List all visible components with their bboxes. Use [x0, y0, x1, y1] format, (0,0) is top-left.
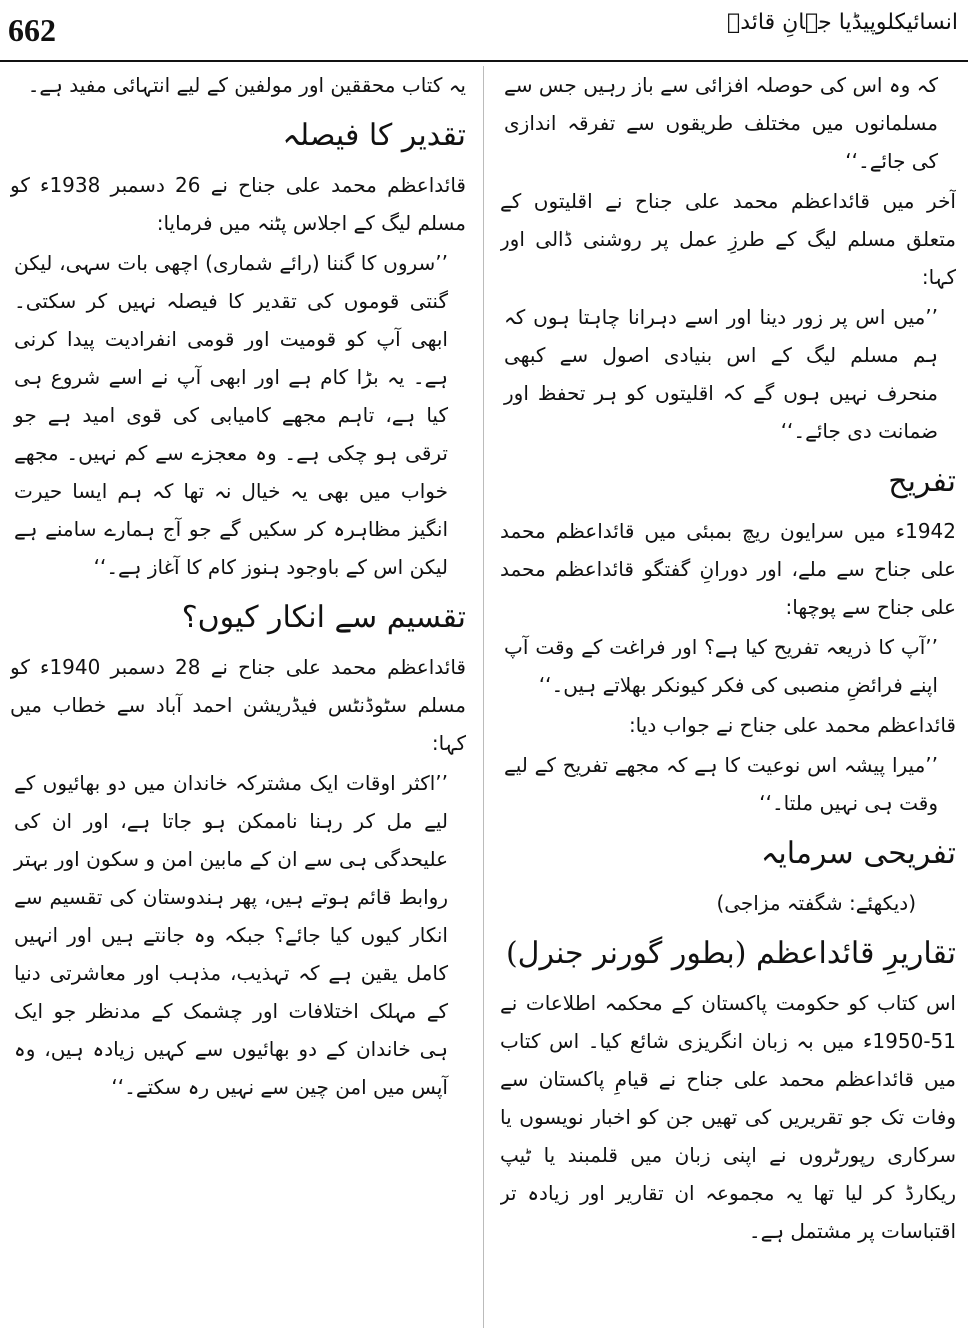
- heading-tafreeh: تفریح: [888, 464, 956, 499]
- left-column: [10, 66, 466, 1328]
- closing-quote: ’’میں اس پر زور دینا اور اسے دہرانا چاہتا ہوں کہ ہم مسلم لیگ کے اس بنیادی اصول سے کبھی منحرف نہیں ہوں گے کہ اقلیتوں کو ہر تحفظ اور ضمانت دی جائے۔‘‘: [504, 305, 938, 443]
- heading-taqseem: تقسیم سے انکار کیوں؟: [181, 600, 466, 635]
- taqdeer-quote: ’’سروں کا گننا (رائے شماری) اچھی بات سہی، لیکن گنتی قوموں کی تقدیر کا فیصلہ نہیں کر سکتی۔ ابھی آپ کو قومیت اور قومی انفرادیت پیدا کرنی ہے۔ یہ بڑا کام ہے اور ابھی آپ نے اسے شروع ہی کیا ہے، تاہم مجھے کامیابی کی قوی امید ہے جو ترقی ہو چکی ہے۔ وہ معجزے سے کم نہیں۔ مجھے خواب میں بھی یہ خیال نہ تھا کہ ہم ایسا حیرت انگیز مظاہرہ کر سکیں گے جو آج ہمارے سامنے ہے لیکن اس کے باوجود ہنوز کام کا آغاز ہے۔‘‘: [14, 251, 448, 579]
- section-tafreehi-sarmaya: [500, 826, 956, 922]
- section-taqseem: [10, 590, 466, 1106]
- intro-quote-end: کہ وہ اس کی حوصلہ افزائی سے باز رہیں جس سے مسلمانوں میں مختلف طریقوں سے تفرقہ اندازی کی جائے۔‘‘: [504, 73, 938, 173]
- closing-paragraph: آخر میں قائداعظم محمد علی جناح نے اقلیتوں کے متعلق مسلم لیگ کے طرزِ عمل پر روشنی ڈالی اور کہا:: [500, 189, 956, 289]
- tafreeh-quote-2: ’’میرا پیشہ اس نوعیت کا ہے کہ مجھے تفریح کے لیے وقت ہی نہیں ملتا۔‘‘: [504, 753, 938, 815]
- right-column: [500, 66, 956, 1328]
- tafreeh-paragraph-1: 1942ء میں سرایون ریچ بمبئی میں قائداعظم محمد علی جناح سے ملے، اور دورانِ گفتگو قائداعظم محمد علی جناح سے پوچھا:: [500, 519, 956, 619]
- section-tafreeh: [500, 454, 956, 822]
- column-divider: [483, 66, 484, 1328]
- taqseem-quote: ’’اکثر اوقات ایک مشترکہ خاندان میں دو بھائیوں کے لیے مل کر رہنا ناممکن ہو جاتا ہے، اور ان کی علیحدگی ہی سے ان کے مابین امن و سکون اور بہتر روابط قائم ہوتے ہیں، پھر ہندوستان کی تقسیم سے انکار کیوں کیا جائے؟ جبکہ وہ جانتے ہیں اور انہیں کامل یقین ہے کہ تہذیب، مذہب اور معاشرتی دنیا کے مہلک اختلافات اور چشمک کے مدنظر جو ایک ہی خاندان کے دو بھائیوں سے کہیں زیادہ ہیں، وہ آپس میں امن چین سے نہیں رہ سکتے۔‘‘: [14, 771, 448, 1099]
- tafreeh-quote-1: ’’آپ کا ذریعہ تفریح کیا ہے؟ اور فراغت کے وقت آپ اپنے فرائضِ منصبی کی فکر کیونکر بھلاتے ہیں۔‘‘: [504, 635, 938, 697]
- book-title: انسائیکلوپیڈیا جہانِ قائدؒ: [727, 10, 958, 35]
- heading-taqareer: تقاریرِ قائداعظم (بطور گورنر جنرل): [505, 936, 956, 971]
- heading-tafreehi-sarmaya: تفریحی سرمایہ: [760, 836, 956, 871]
- taqareer-paragraph: اس کتاب کو حکومت پاکستان کے محکمہ اطلاعات نے 51-1950ء میں بہ زبان انگریزی شائع کیا۔ اس کتاب میں قائداعظم محمد علی جناح نے قیامِ پاکستان سے وفات تک جو تقریریں کی تھیں جن کو اخبار نویسوں یا سرکاری رپورٹروں نے اپنی زبان میں قلمبند یا ٹیپ ریکارڈ کر لیا تھا یہ مجموعہ ان تقاریر اور زیادہ تر اقتباسات پر مشتمل ہے۔: [500, 991, 956, 1243]
- cross-reference-note: (دیکھئے: شگفتہ مزاجی): [716, 891, 916, 915]
- section-taqareer: [500, 926, 956, 1250]
- page-header: [0, 0, 968, 62]
- tafreeh-paragraph-2: قائداعظم محمد علی جناح نے جواب دیا:: [628, 713, 956, 737]
- page-number: 662: [8, 12, 56, 48]
- heading-taqdeer: تقدیر کا فیصلہ: [282, 118, 466, 153]
- taqdeer-paragraph: قائداعظم محمد علی جناح نے 26 دسمبر 1938ء کو مسلم لیگ کے اجلاس پٹنہ میں فرمایا:: [10, 173, 466, 235]
- taqseem-paragraph: قائداعظم محمد علی جناح نے 28 دسمبر 1940ء کو مسلم سٹوڈنٹس فیڈریشن احمد آباد سے خطاب میں کہا:: [10, 655, 466, 755]
- section-taqdeer: [10, 108, 466, 586]
- intro-line: یہ کتاب محققین اور مولفین کے لیے انتہائی مفید ہے۔: [27, 73, 466, 97]
